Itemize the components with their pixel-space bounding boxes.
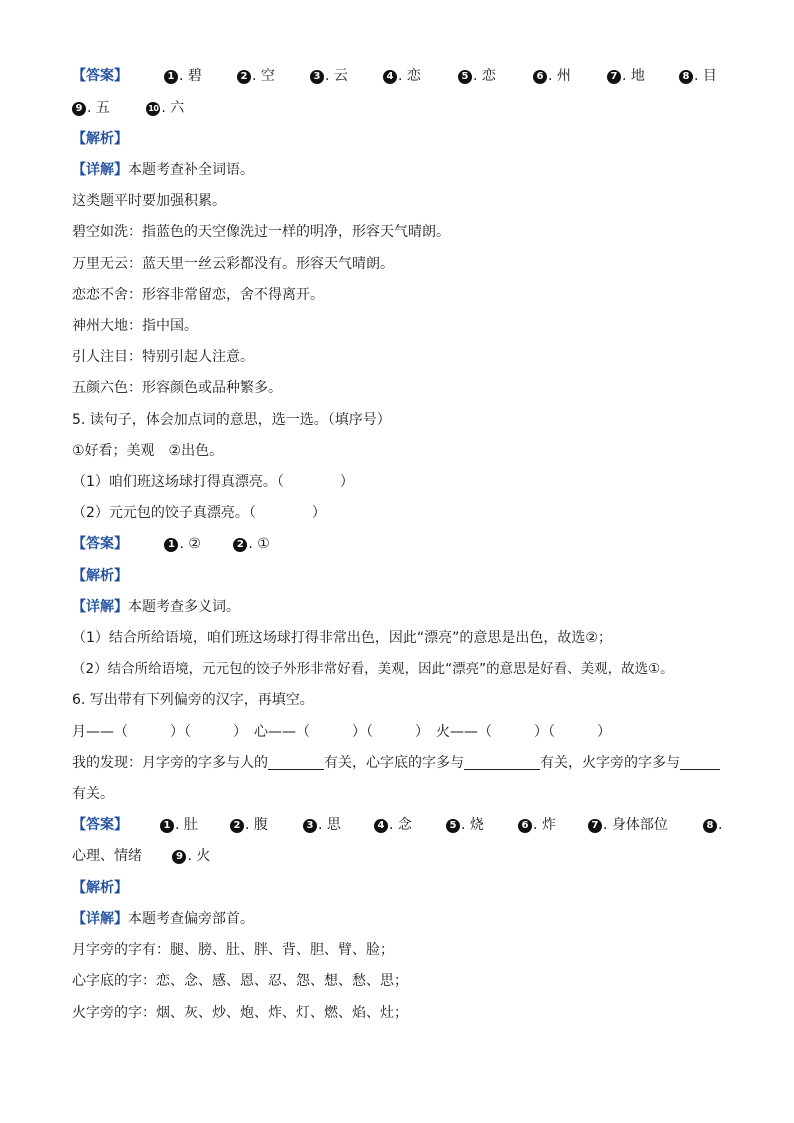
q4-detail-line: 引人注目：特别引起人注意。 <box>72 349 254 365</box>
q6-analysis-label: 【解析】 <box>72 880 128 896</box>
q4-answer-2: 2 . 空 <box>237 66 275 86</box>
q5-detail <box>72 597 240 617</box>
q6-answer-8: 8 . <box>703 815 722 835</box>
q6-detail-line: 心字底的字：恋、念、感、恩、忍、怨、想、愁、思； <box>72 973 408 989</box>
q6-radicals: 月——（ ）（ ） 心——（ ）（ ） 火——（ ）（ ） <box>72 724 611 740</box>
q6-detail-label: 【详解】 <box>72 911 128 927</box>
q5-detail-line: （2）结合所给语境，元元包的饺子外形非常好看，美观，因此“漂亮”的意思是好看、美观，故选①。 <box>72 661 674 677</box>
q4-answer-8: 8 . 目 <box>679 66 717 86</box>
q6-blank-1[interactable] <box>268 754 324 770</box>
q6-detail-line: 火字旁的字：烟、灰、炒、炮、炸、灯、燃、焰、灶； <box>72 1005 408 1021</box>
q6-detail-intro: 本题考查偏旁部首。 <box>128 911 254 927</box>
q6-answer-9: 9 . 火 <box>172 848 210 864</box>
q6-answer-2: 2 . 腹 <box>230 815 268 835</box>
q6-detail <box>72 909 254 929</box>
q4-answer-3: 3 . 云 <box>310 66 348 86</box>
q5-answer-row <box>72 534 270 554</box>
q5-answer-1: 1 . ② <box>164 536 200 552</box>
q4-detail-line: 碧空如洗：指蓝色的天空像洗过一样的明净，形容天气晴朗。 <box>72 224 450 240</box>
q6-answer-5: 5 . 烧 <box>446 815 484 835</box>
q4-answer-4: 4 . 恋 <box>383 66 421 86</box>
q4-answer-9: 9 . 五 <box>72 100 110 116</box>
q6-discovery <box>72 753 720 773</box>
q4-detail-line: 神州大地：指中国。 <box>72 318 198 334</box>
q4-answer-1: 1 . 碧 <box>164 66 202 86</box>
q4-detail <box>72 160 254 180</box>
q4-answer-10: 10 . 六 <box>148 100 185 116</box>
q4-answer-7: 7 . 地 <box>607 66 645 86</box>
q4-detail-line: 万里无云：蓝天里一丝云彩都没有。形容天气晴朗。 <box>72 256 394 272</box>
q4-answer-5: 5 . 恋 <box>458 66 496 86</box>
q6-answer-8-cont: 心理、情绪 <box>72 848 142 864</box>
q5-analysis-label: 【解析】 <box>72 568 128 584</box>
q4-detail-line: 这类题平时要加强积累。 <box>72 193 226 209</box>
q5-options: ①好看；美观 ②出色。 <box>72 443 224 459</box>
q6-answer-row-2 <box>72 846 210 866</box>
q5-item-1: （1）咱们班这场球打得真漂亮。（ ） <box>72 474 354 490</box>
q4-analysis-label: 【解析】 <box>72 131 128 147</box>
q4-detail-line: 恋恋不舍：形容非常留恋，舍不得离开。 <box>72 287 324 303</box>
q6-blank-3[interactable] <box>680 754 720 770</box>
q4-detail-line: 五颜六色：形容颜色或品种繁多。 <box>72 380 282 396</box>
q5-answer-2: 2 . ① <box>233 536 269 552</box>
q5-detail-intro: 本题考查多义词。 <box>128 599 240 615</box>
q6-discovery-mid1: 有关，心字底的字多与 <box>324 755 464 771</box>
q5-detail-line: （1）结合所给语境，咱们班这场球打得非常出色，因此“漂亮”的意思是出色，故选②； <box>72 630 612 646</box>
q6-answer-7: 7 . 身体部位 <box>588 815 668 835</box>
q6-answer-6: 6 . 炸 <box>518 815 556 835</box>
q4-detail-label: 【详解】 <box>72 162 128 178</box>
q6-answer-3: 3 . 思 <box>303 815 341 835</box>
q4-answer-label: 【答案】 <box>72 68 128 84</box>
q6-answer-4: 4 . 念 <box>374 815 412 835</box>
q6-discovery-prefix: 我的发现：月字旁的字多与人的 <box>72 755 268 771</box>
q4-detail-intro: 本题考查补全词语。 <box>128 162 254 178</box>
q6-answer-label: 【答案】 <box>72 817 128 833</box>
q6-question: 6. 写出带有下列偏旁的汉字，再填空。 <box>72 692 314 708</box>
q5-answer-label: 【答案】 <box>72 536 128 552</box>
q6-answer-1: 1 . 肚 <box>160 815 198 835</box>
q5-item-2: （2）元元包的饺子真漂亮。（ ） <box>72 505 326 521</box>
q5-question: 5. 读句子，体会加点词的意思，选一选。（填序号） <box>72 412 391 428</box>
q6-blank-2[interactable] <box>464 754 540 770</box>
q6-discovery-end: 有关。 <box>72 786 114 802</box>
q4-answer-row-2 <box>72 98 184 118</box>
q6-detail-line: 月字旁的字有：腿、膀、肚、胖、背、胆、臂、脸； <box>72 942 394 958</box>
q6-discovery-mid2: 有关，火字旁的字多与 <box>540 755 680 771</box>
q4-answer-6: 6 . 州 <box>533 66 571 86</box>
q5-detail-label: 【详解】 <box>72 599 128 615</box>
